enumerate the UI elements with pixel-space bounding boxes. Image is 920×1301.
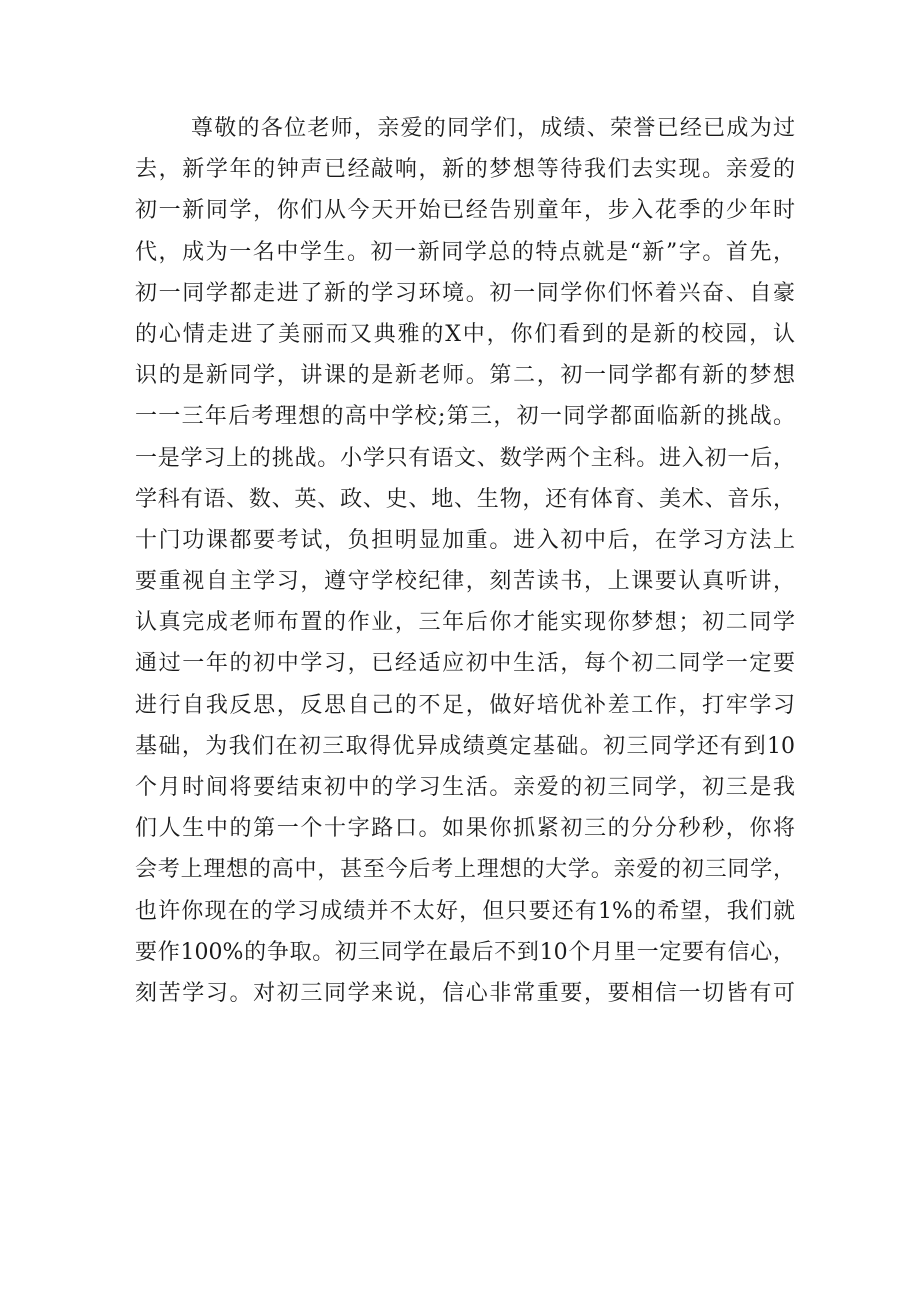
text-line-2: 去，新学年的钟声已经敲响，新的梦想等待我们去实现。亲爱的 (135, 157, 795, 183)
text-line-3: 初一新同学，你们从今天开始已经告别童年，步入花季的少年时 (135, 198, 795, 224)
text-line-11: 十门功课都要考试，负担明显加重。进入初中后，在学习方法上 (135, 527, 795, 553)
text-line-19: 会考上理想的高中，甚至今后考上理想的大学。亲爱的初三同学， (135, 857, 795, 883)
text-line-16: 基础，为我们在初三取得优异成绩奠定基础。初三同学还有到10 (135, 733, 795, 759)
text-line-21: 要作100%的争取。初三同学在最后不到10个月里一定要有信心， (135, 939, 795, 965)
text-line-9: 一是学习上的挑战。小学只有语文、数学两个主科。进入初一后， (135, 445, 795, 471)
text-line-15: 进行自我反思，反思自己的不足，做好培优补差工作，打牢学习 (135, 692, 795, 718)
text-line-14: 通过一年的初中学习，已经适应初中生活，每个初二同学一定要 (135, 651, 795, 677)
text-line-8: 一一三年后考理想的高中学校;第三，初一同学都面临新的挑战。 (135, 404, 795, 430)
text-line-22: 刻苦学习。对初三同学来说，信心非常重要，要相信一切皆有可 (135, 980, 795, 1006)
text-line-7: 识的是新同学，讲课的是新老师。第二，初一同学都有新的梦想 (135, 363, 795, 389)
text-line-17: 个月时间将要结束初中的学习生活。亲爱的初三同学，初三是我 (135, 775, 795, 800)
text-line-20: 也许你现在的学习成绩并不太好，但只要还有1%的希望，我们就 (135, 898, 795, 924)
text-line-12: 要重视自主学习，遵守学校纪律，刻苦读书，上课要认真听讲， (135, 569, 795, 595)
text-line-1: 尊敬的各位老师，亲爱的同学们，成绩、荣誉已经已成为过 (191, 116, 795, 141)
body-paragraph (135, 108, 795, 1014)
text-line-13: 认真完成老师布置的作业，三年后你才能实现你梦想；初二同学 (135, 610, 795, 636)
text-line-4: 代，成为一名中学生。初一新同学总的特点就是“新”字。首先， (135, 239, 795, 265)
text-line-18: 们人生中的第一个十字路口。如果你抓紧初三的分分秒秒，你将 (135, 816, 795, 842)
text-line-6: 的心情走进了美丽而又典雅的X中，你们看到的是新的校园，认 (135, 321, 795, 347)
text-line-5: 初一同学都走进了新的学习环境。初一同学你们怀着兴奋、自豪 (135, 280, 795, 306)
text-line-10: 学科有语、数、英、政、史、地、生物，还有体育、美术、音乐， (135, 486, 795, 512)
